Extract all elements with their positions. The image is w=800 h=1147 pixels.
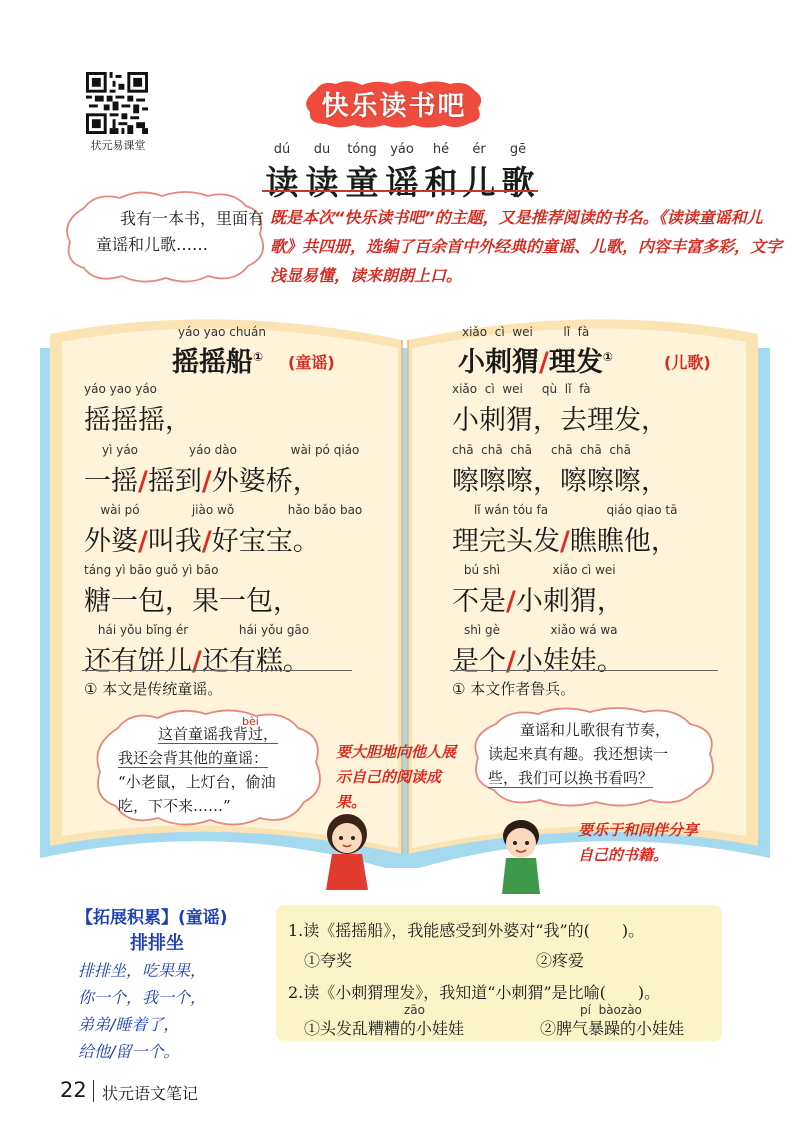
- poem-right-title-text: 理发: [548, 347, 603, 378]
- line-pinyin: wài pó qiáo: [290, 443, 360, 457]
- line-text: 不是: [452, 586, 506, 617]
- title-char: 儿: [462, 163, 496, 202]
- bubble-left-sentence: 我有一本书，里面有童谣和儿歌……: [96, 209, 265, 254]
- extension-tag: (童谣): [178, 908, 228, 928]
- bubble-bottom-left-text: [118, 715, 318, 818]
- q1-option-b[interactable]: ②疼爱: [536, 951, 585, 970]
- poem-right-line-2: [452, 443, 668, 497]
- line-pinyin: yáo dào: [189, 443, 237, 457]
- question-2: 2.读《小刺猬理发》，我知道“小刺猬”是比喻( )。: [288, 983, 661, 1002]
- title-char: 童: [345, 163, 379, 202]
- footer-book-title: 状元语文笔记: [102, 1084, 199, 1103]
- poem-right-tag: (儿歌): [664, 353, 711, 372]
- line-pinyin: shì gè: [463, 623, 500, 637]
- poem-left-line-1: [84, 382, 192, 436]
- title-pinyin: gē: [509, 142, 527, 157]
- poem-left-title: [172, 340, 263, 379]
- line-text: 小娃娃。: [515, 646, 624, 677]
- pinyin-annotation: pí bàozào: [580, 1003, 642, 1017]
- poem-left-tag: (童谣): [288, 353, 335, 372]
- line-pinyin: hǎo bǎo bao: [287, 503, 363, 517]
- pause-slash: /: [138, 466, 148, 497]
- line-pinyin: hái yǒu gāo: [238, 623, 310, 637]
- line-text: 一摇: [84, 466, 138, 497]
- tip-right: 要乐于和同伴分享自己的书籍。: [578, 821, 699, 864]
- bubble-line: 吃，下不来……”: [118, 797, 231, 815]
- line-pinyin: qiáo qiao tā: [606, 503, 678, 517]
- title-char: 谣: [385, 163, 419, 202]
- boy-illustration: [492, 816, 550, 896]
- bubble-line: 些，我们可以换书看吗？: [488, 769, 654, 787]
- poem-right-line-3: [452, 503, 692, 557]
- bubble-line: 这首童谣我背过，: [158, 725, 279, 743]
- title-pinyin: hé: [432, 142, 450, 157]
- line-text: 好宝宝。: [211, 526, 320, 557]
- line-text: 小刺猬，去理发，: [452, 405, 668, 436]
- pause-slash: /: [192, 646, 202, 677]
- bubble-line: 我还会背其他的童谣：: [118, 749, 269, 767]
- footer-divider: [93, 1080, 94, 1102]
- extension-header: [76, 903, 228, 928]
- page-number: 22: [60, 1078, 87, 1102]
- girl-illustration: [318, 810, 376, 894]
- qr-code: [86, 72, 148, 134]
- line-text: 摇到: [147, 466, 202, 497]
- pinyin-annotation: zāo: [404, 1003, 425, 1017]
- pause-slash: /: [560, 526, 570, 557]
- poem-left-line-3: [84, 503, 380, 557]
- line-pinyin: hái yǒu bǐng ér: [97, 623, 189, 637]
- poem-right-title: [458, 340, 613, 379]
- tip-left: 要大胆地向他人展示自己的阅读成果。: [336, 743, 457, 811]
- line-pinyin: chā chā chā chā chā chā: [452, 443, 631, 457]
- title-underline: [262, 190, 538, 192]
- line-text: 小刺猬，: [515, 586, 624, 617]
- poem-left-footnote: ① 本文是传统童谣。: [84, 680, 223, 698]
- line-text: 瞧瞧他，: [569, 526, 678, 557]
- line-pinyin: xiǎo wá wa: [550, 623, 618, 637]
- question-1: 1.读《摇摇船》，我能感受到外婆对“我”的( )。: [288, 921, 645, 940]
- q1-option-a[interactable]: ①夸奖: [304, 951, 353, 970]
- footnote-divider: [82, 670, 352, 671]
- line-pinyin: yì yáo: [101, 443, 139, 457]
- poem-right-line-1: [452, 382, 668, 436]
- line-pinyin: xiǎo cì wei: [552, 563, 616, 577]
- extension-header-text: 【拓展积累】: [76, 908, 178, 928]
- footnote-marker: ①: [602, 350, 614, 364]
- extension-line: 给他/留一个。: [78, 1042, 180, 1061]
- q2-option-b[interactable]: ②脾气暴躁的小娃娃: [540, 1019, 685, 1038]
- poem-left-title-text: 摇摇船: [172, 347, 253, 378]
- pause-slash: /: [506, 586, 516, 617]
- pause-slash: /: [201, 526, 212, 557]
- pinyin-annotation: bèi: [242, 715, 259, 728]
- line-text: 嚓嚓嚓，嚓嚓嚓，: [452, 466, 668, 497]
- qr-caption: 状元易课堂: [90, 139, 146, 152]
- pause-slash: /: [138, 526, 148, 557]
- poem-left-line-5: [84, 623, 324, 677]
- intro-paragraph: 既是本次“快乐读书吧”的主题，又是推荐阅读的书名。《读读童谣和儿歌》共四册，选编了百余首中外经典的童谣、儿歌，内容丰富多彩，文字浅显易懂，读来朗朗上口。: [270, 208, 783, 285]
- pause-slash: /: [201, 466, 212, 497]
- poem-right-title-pinyin: xiǎo cì wei lǐ fà: [462, 325, 590, 339]
- poem-right-line-4: [452, 563, 634, 617]
- line-text: 理完头发: [452, 526, 560, 557]
- poem-right-line-5: [452, 623, 634, 677]
- poem-left-line-4: [84, 563, 300, 617]
- bubble-left-text: [96, 206, 272, 258]
- footnote-marker: ①: [253, 350, 264, 364]
- line-text: 摇摇摇，: [84, 405, 192, 436]
- poem-left-line-2: [84, 443, 380, 497]
- line-pinyin: jiào wǒ: [191, 503, 235, 517]
- line-text: 糖一包，果一包，: [84, 586, 300, 617]
- line-text: 是个: [452, 646, 506, 677]
- line-pinyin: yáo yao yáo: [84, 382, 158, 396]
- title-char: 读: [305, 163, 339, 202]
- title-char: 和: [424, 163, 458, 202]
- line-text: 叫我: [147, 526, 202, 557]
- line-text: 外婆桥，: [211, 466, 320, 497]
- title-pinyin: yáo: [390, 142, 414, 157]
- extension-title: 排排坐: [130, 933, 184, 954]
- line-pinyin: bú shì: [463, 563, 501, 577]
- title-pinyin: dú: [273, 142, 291, 157]
- title-pinyin: du: [313, 142, 331, 157]
- line-pinyin: lǐ wán tóu fa: [473, 503, 549, 517]
- line-text: 还有糕。: [201, 646, 310, 677]
- pause-slash: /: [539, 347, 549, 378]
- line-pinyin: táng yì bāo guǒ yì bāo: [84, 563, 219, 577]
- poem-right-title-text: 小刺猬: [458, 347, 539, 378]
- title-pinyin: tóng: [347, 142, 377, 157]
- extension-line: 你一个，我一个，: [78, 988, 207, 1007]
- bubble-bottom-right-text: [488, 718, 714, 790]
- bubble-line: 童谣和儿歌很有节奏，: [520, 721, 671, 739]
- title-char: 读: [265, 163, 299, 202]
- q2-option-a[interactable]: ①头发乱糟糟的小娃娃: [304, 1019, 465, 1038]
- line-pinyin: xiǎo cì wei qù lǐ fà: [452, 382, 591, 396]
- pause-slash: /: [506, 646, 516, 677]
- extension-line: 弟弟/睡着了，: [78, 1015, 180, 1034]
- extension-line: 排排坐，吃果果，: [78, 961, 207, 980]
- footnote-divider: [450, 670, 718, 671]
- bubble-line: 读起来真有趣。我还想读一: [488, 745, 669, 763]
- line-text: 外婆: [84, 526, 138, 557]
- poem-right-footnote: ① 本文作者鲁兵。: [452, 680, 576, 698]
- line-pinyin: wài pó: [100, 503, 140, 517]
- main-title: [262, 142, 538, 204]
- poem-left-title-pinyin: yáo yao chuán: [178, 325, 266, 339]
- banner-title: 快乐读书吧: [321, 91, 467, 122]
- line-text: 还有饼儿: [84, 646, 192, 677]
- bubble-line: “小老鼠，上灯台，偷油: [118, 773, 276, 791]
- title-char: 歌: [501, 163, 535, 202]
- title-pinyin: ér: [472, 142, 486, 157]
